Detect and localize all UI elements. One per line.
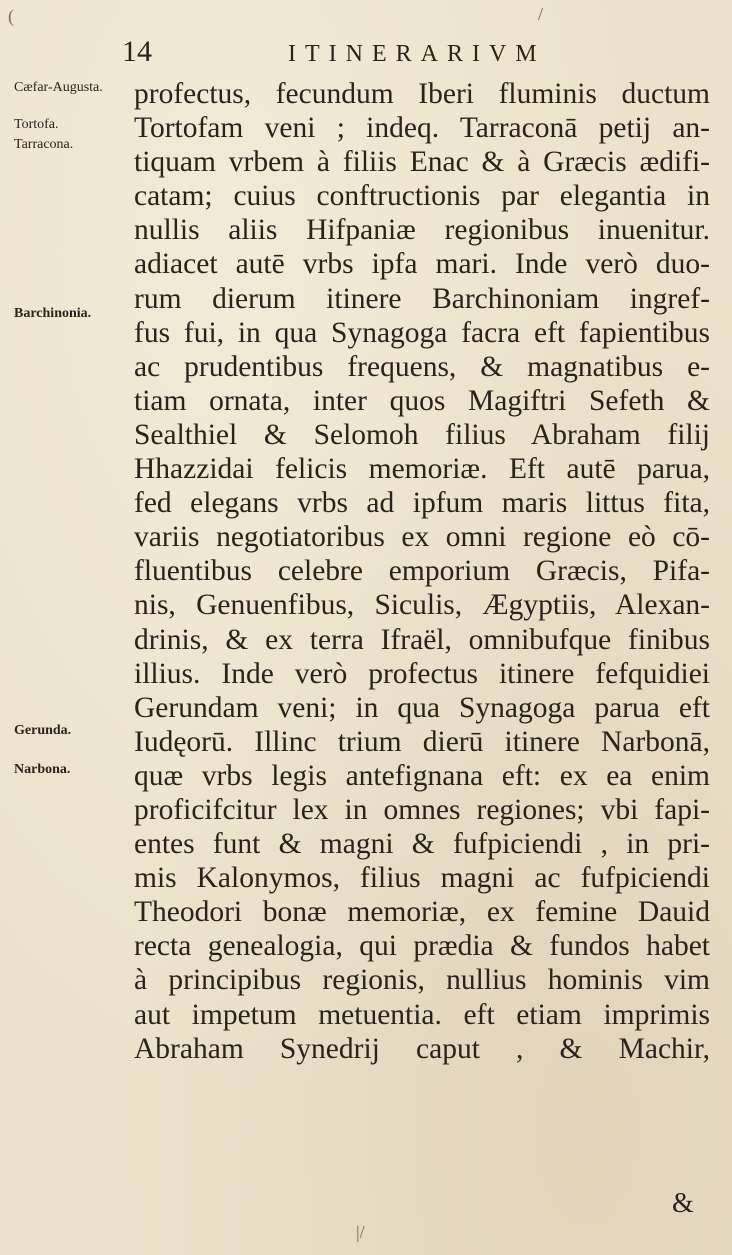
text-line: rum dierum itinere Barchinoniam ingref- — [134, 282, 710, 315]
text-line: Gerundam veni; in qua Synagoga parua eft — [134, 691, 710, 724]
text-line: fed elegans vrbs ad ipfum maris littus fita, — [134, 487, 710, 520]
text-line: drinis, & ex terra Ifraël, omnibufque finibus — [134, 623, 710, 656]
margin-note-narbona: Narbona. — [14, 762, 71, 777]
text-line: proficifcitur lex in omnes regiones; vbi fapi- — [134, 793, 710, 826]
text-line: Iudęorū. Illinc trium dierū itinere Narbonā, — [134, 725, 710, 758]
text-line: nullis aliis Hifpaniæ regionibus inuenitur. — [134, 214, 710, 247]
paper-speck: ( — [8, 6, 14, 26]
text-line: Abraham Synedrij caput , & Machir, — [134, 1032, 710, 1065]
body-text — [134, 77, 710, 1066]
text-line: tiquam vrbem à filiis Enac & à Græcis ædifi- — [134, 146, 710, 179]
text-line: Theodori bonæ memoriæ, ex femine Dauid — [134, 896, 710, 929]
text-line: entes funt & magni & fufpiciendi , in pri- — [134, 828, 710, 861]
text-line: nis, Genuenfibus, Siculis, Ægyptiis, Alexan- — [134, 589, 710, 622]
text-line: Hhazzidai felicis memoriæ. Eft autē parua, — [134, 453, 710, 486]
page-header — [120, 34, 720, 74]
text-line: quæ vrbs legis antefignana eft: ex ea enim — [134, 759, 710, 792]
margin-notes — [0, 0, 125, 1255]
text-line: catam; cuius conftructionis par elegantia in — [134, 180, 710, 213]
text-line: fus fui, in qua Synagoga facra eft fapientibus — [134, 316, 710, 349]
text-line: à principibus regionis, nullius hominis vim — [134, 964, 710, 997]
text-line: variis negotiatoribus ex omni regione eò cō- — [134, 521, 710, 554]
text-line: Sealthiel & Selomoh filius Abraham filij — [134, 418, 710, 451]
running-title: ITINERARIVM — [288, 41, 546, 67]
margin-note-gerunda: Gerunda. — [14, 723, 72, 738]
margin-note-tortosa: Tortofa. — [14, 117, 59, 132]
catchword: & — [672, 1188, 694, 1219]
paper-speck: |/ — [356, 1222, 365, 1242]
text-line: adiacet autē vrbs ipfa mari. Inde verò duo- — [134, 248, 710, 281]
paper-speck: / — [538, 4, 544, 24]
text-line: aut impetum metuentia. eft etiam imprimis — [134, 998, 710, 1031]
text-line: Tortofam veni ; indeq. Tarraconā petij an- — [134, 112, 710, 145]
margin-note-tarracona: Tarracona. — [14, 137, 74, 152]
text-line: tiam ornata, inter quos Magiftri Sefeth & — [134, 384, 710, 417]
text-line: profectus, fecundum Iberi fluminis ductum — [134, 78, 710, 110]
text-line: mis Kalonymos, filius magni ac fufpiciendi — [134, 862, 710, 895]
page-number: 14 — [122, 35, 152, 68]
text-line: recta genealogia, qui prædia & fundos habet — [134, 930, 710, 963]
text-line: fluentibus celebre emporium Græcis, Pifa- — [134, 555, 710, 588]
text-line: ac prudentibus frequens, & magnatibus e- — [134, 350, 710, 383]
margin-note-barchinonia: Barchinonia. — [14, 306, 92, 321]
text-line: illius. Inde verò profectus itinere fefquidiei — [134, 657, 710, 690]
margin-note-caesaraugusta: Cæfar-Augusta. — [14, 80, 103, 95]
